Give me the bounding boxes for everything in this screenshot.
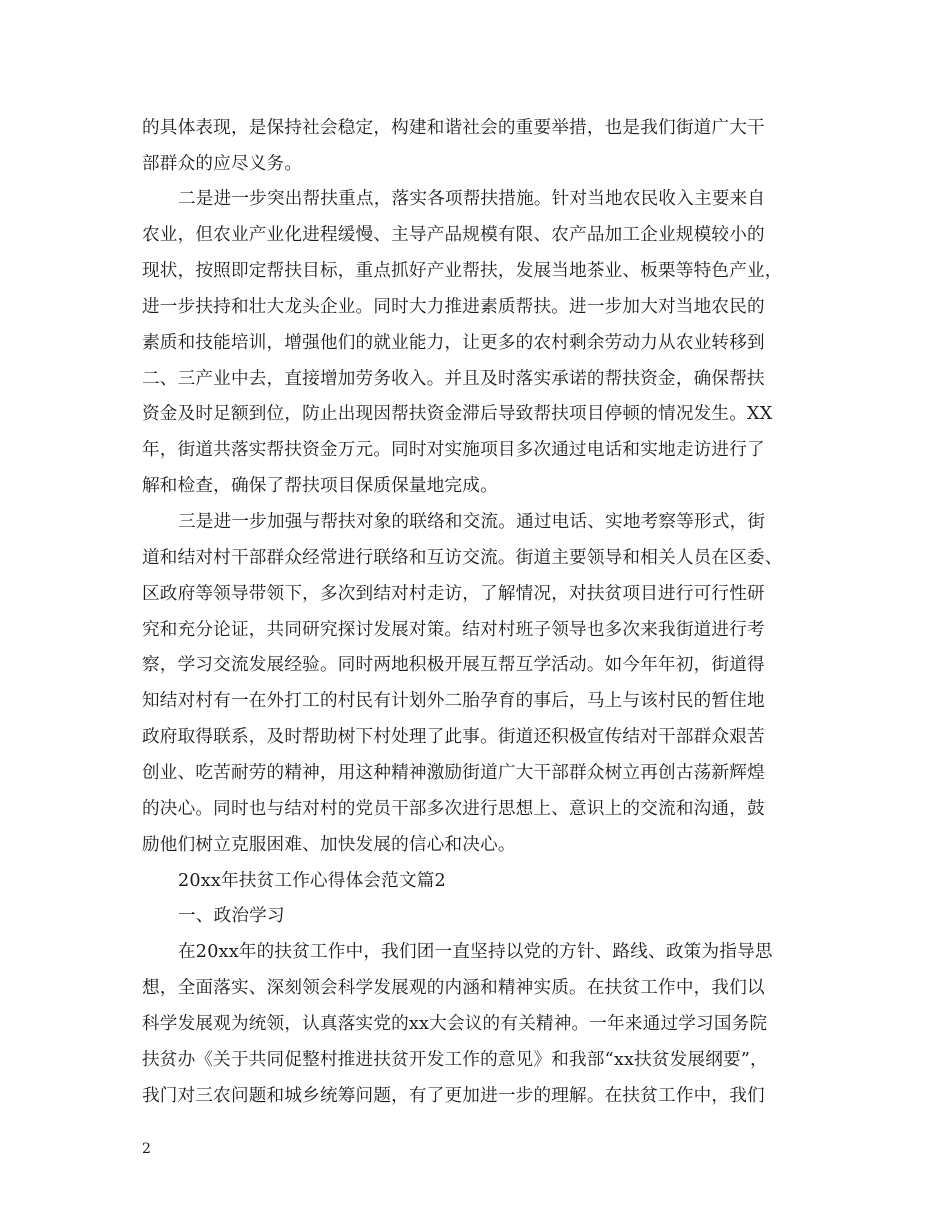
text-line: 扶贫办《关于共同促整村推进扶贫开发工作的意见》和我部“xx扶贫发展纲要”， [142,1050,768,1070]
text-line: 想，全面落实、深刻领会科学发展观的内涵和精神实质。在扶贫工作中，我们以 [142,978,765,998]
paragraph-start-line: 二是进一步突出帮扶重点，落实各项帮扶措施。针对当地农民收入主要来自 [178,189,766,209]
text-line: 年，街道共落实帮扶资金万元。同时对实施项目多次通过电话和实地走访进行了 [142,440,765,460]
page-number: 2 [142,1141,151,1157]
text-line: 的具体表现，是保持社会稳定，构建和谐社会的重要举措，也是我们街道广大干 [142,118,765,138]
text-line: 部群众的应尽义务。 [142,154,303,174]
text-line: 的决心。同时也与结对村的党员干部多次进行思想上、意识上的交流和沟通，鼓 [142,799,765,819]
text-line: 创业、吃苦耐劳的精神，用这种精神激励街道广大干部群众树立再创古荡新辉煌 [142,763,765,783]
text-line: 资金及时足额到位，防止出现因帮扶资金滞后导致帮扶项目停顿的情况发生。XX [142,404,773,424]
text-line: 励他们树立克服困难、加快发展的信心和决心。 [142,835,516,855]
text-line: 现状，按照即定帮扶目标，重点抓好产业帮扶，发展当地茶业、板栗等特色产业， [142,261,783,281]
text-line: 我门对三农问题和城乡统筹问题，有了更加进一步的理解。在扶贫工作中，我们 [142,1086,765,1106]
text-line: 道和结对村干部群众经常进行联络和互访交流。街道主要领导和相关人员在区委、 [142,548,783,568]
text-line: 知结对村有一在外打工的村民有计划外二胎孕育的事后，马上与该村民的暂住地 [142,691,765,711]
text-line: 素质和技能培训，增强他们的就业能力，让更多的农村剩余劳动力从农业转移到 [142,333,765,353]
section-heading: 一、政治学习 [178,906,285,926]
text-line: 政府取得联系，及时帮助树下村处理了此事。街道还积极宣传结对干部群众艰苦 [142,727,765,747]
text-line: 区政府等领导带领下，多次到结对村走访，了解情况，对扶贫项目进行可行性研 [142,584,765,604]
section-title: 20xx年扶贫工作心得体会范文篇2 [178,871,446,891]
text-line: 科学发展观为统领，认真落实党的xx大会议的有关精神。一年来通过学习国务院 [142,1014,768,1034]
text-line: 究和充分论证，共同研究探讨发展对策。结对村班子领导也多次来我街道进行考 [142,620,765,640]
text-line: 解和检查，确保了帮扶项目保质保量地完成。 [142,476,498,496]
text-line: 察，学习交流发展经验。同时两地积极开展互帮互学活动。如今年年初，街道得 [142,655,765,675]
text-line: 进一步扶持和壮大龙头企业。同时大力推进素质帮扶。进一步加大对当地农民的 [142,297,765,317]
paragraph-start-line: 三是进一步加强与帮扶对象的联络和交流。通过电话、实地考察等形式，街 [178,512,766,532]
text-line: 二、三产业中去，直接增加劳务收入。并且及时落实承诺的帮扶资金，确保帮扶 [142,369,765,389]
text-line: 农业，但农业产业化进程缓慢、主导产品规模有限、农产品加工企业规模较小的 [142,225,765,245]
paragraph-start-line: 在20xx年的扶贫工作中，我们团一直坚持以党的方针、路线、政策为指导思 [178,942,773,962]
